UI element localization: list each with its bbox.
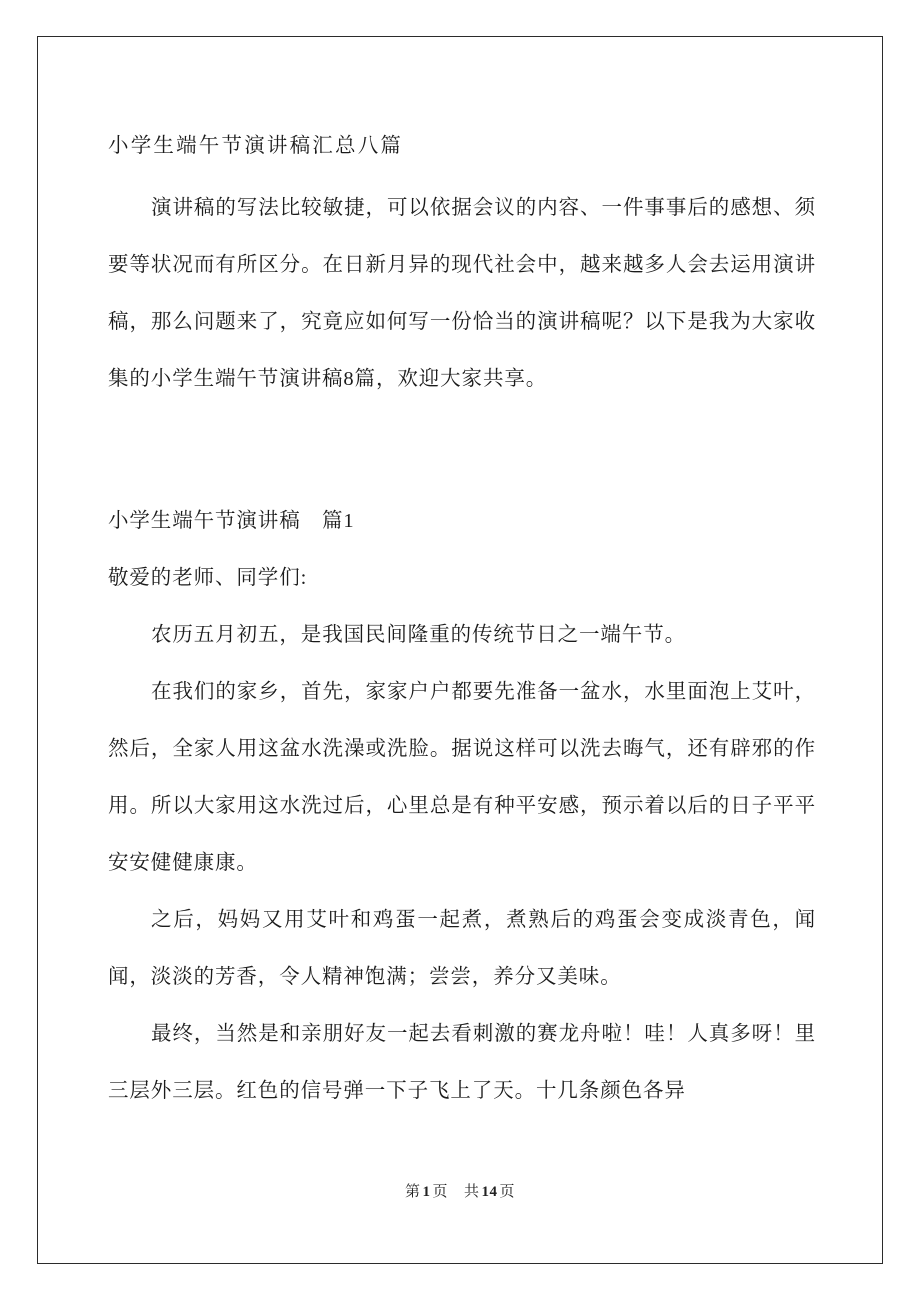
intro-paragraph: 演讲稿的写法比较敏捷，可以依据会议的内容、一件事事后的感想、须要等状况而有所区分。在日新月异的现代社会中，越来越多人会去运用演讲稿，那么问题来了，究竟应如何写一份恰当的演讲稿呢？以下是我为大家收集的小学生端午节演讲稿8篇，欢迎大家共享。 xyxy=(108,197,816,390)
salutation: 敬爱的老师、同学们: xyxy=(108,567,308,589)
document-content xyxy=(108,118,816,1120)
page-footer xyxy=(0,1180,920,1201)
footer-page-unit: 页 xyxy=(432,1184,448,1200)
paragraph-spacer xyxy=(108,465,816,493)
paragraph-spacer xyxy=(108,408,816,465)
page-title: 小学生端午节演讲稿汇总八篇 xyxy=(108,135,404,157)
body-paragraph: 之后，妈妈又用艾叶和鸡蛋一起煮，煮熟后的鸡蛋会变成淡青色，闻闻，淡淡的芳香，令人精神饱满；尝尝，养分又美味。 xyxy=(108,909,816,988)
section-heading: 小学生端午节演讲稿 篇1 xyxy=(108,510,355,532)
footer-total-prefix: 共 xyxy=(464,1184,480,1200)
footer-total-pages: 14 xyxy=(481,1184,498,1200)
body-paragraph: 农历五月初五，是我国民间隆重的传统节日之一端午节。 xyxy=(151,624,686,646)
footer-total-unit: 页 xyxy=(499,1184,516,1200)
footer-page-prefix: 第 xyxy=(404,1184,421,1200)
footer-page-number: 1 xyxy=(422,1184,431,1200)
body-paragraph: 在我们的家乡，首先，家家户户都要先准备一盆水，水里面泡上艾叶，然后，全家人用这盆水洗澡或洗脸。据说这样可以洗去晦气，还有辟邪的作用。所以大家用这水洗过后，心里总是有种平安感，预示着以后的日子平平安安健健康康。 xyxy=(108,681,816,874)
body-paragraph: 最终，当然是和亲朋好友一起去看刺激的赛龙舟啦！哇！人真多呀！里三层外三层。红色的信号弹一下子飞上了天。十几条颜色各异 xyxy=(108,1023,816,1102)
